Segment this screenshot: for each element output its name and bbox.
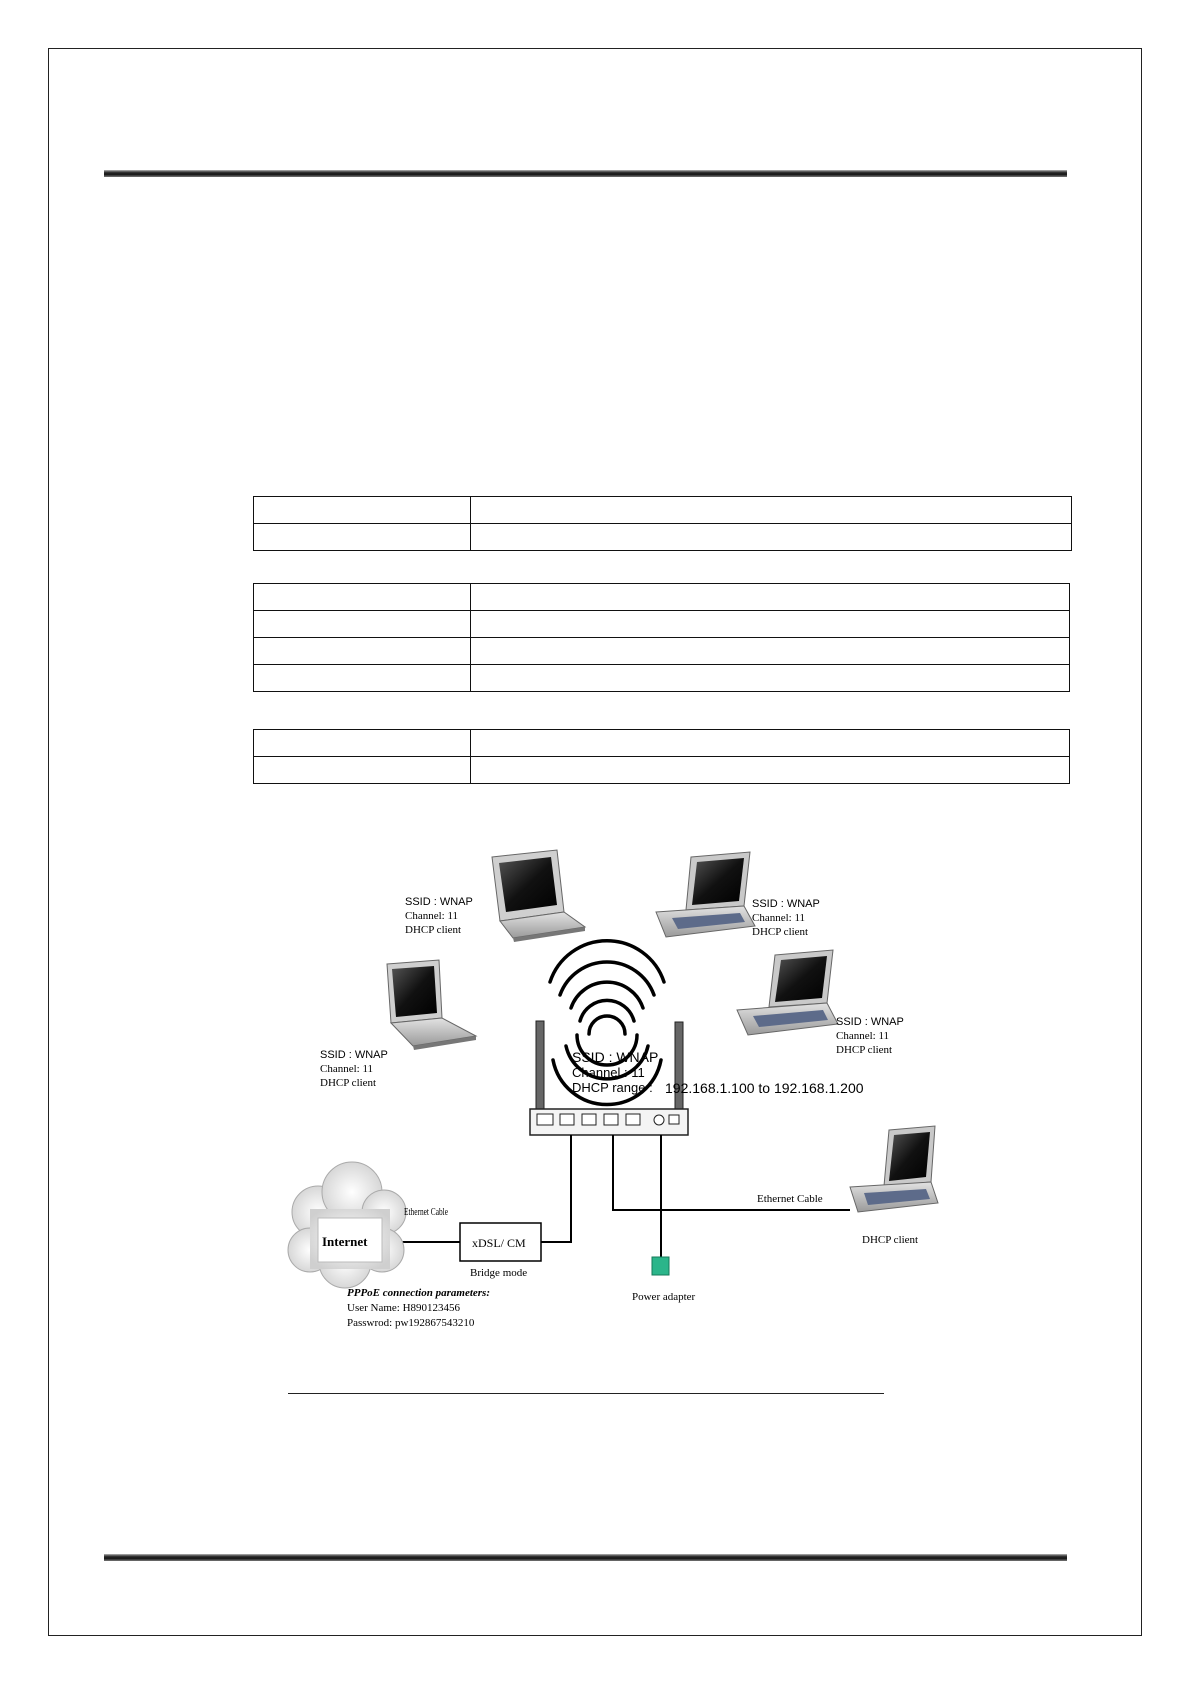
client-ssid: SSID : WNAP [752, 898, 820, 910]
internet-cloud-icon [288, 1162, 406, 1288]
pppoe-password: Passwrod: pw192867543210 [347, 1317, 475, 1329]
footer-rule [104, 1554, 1067, 1561]
ethernet-cable-label: Ethernet Cable [757, 1193, 823, 1205]
caption-rule [288, 1393, 884, 1394]
client-ssid: SSID : WNAP [405, 896, 473, 908]
laptop-icon [737, 950, 838, 1035]
client-ssid: SSID : WNAP [836, 1016, 904, 1028]
internet-label: Internet [322, 1234, 368, 1249]
laptop-icon [387, 960, 476, 1050]
ethernet-cable-label: Ethernet Cable [404, 1206, 449, 1218]
pppoe-user: User Name: H890123456 [347, 1302, 461, 1314]
client-role: DHCP client [836, 1044, 893, 1056]
wired-client-role: DHCP client [862, 1234, 919, 1246]
router-dhcp-range: 192.168.1.100 to 192.168.1.200 [665, 1080, 864, 1096]
laptop-icon [656, 852, 755, 937]
client-role: DHCP client [320, 1077, 377, 1089]
modem-label: xDSL/ CM [472, 1236, 526, 1250]
client-role: DHCP client [752, 926, 809, 938]
router-dhcp-label: DHCP range : [572, 1080, 653, 1095]
power-adapter-label: Power adapter [632, 1291, 696, 1303]
pppoe-title: PPPoE connection parameters: [347, 1287, 490, 1299]
bridge-mode-label: Bridge mode [470, 1267, 528, 1279]
laptop-icon [492, 850, 585, 942]
power-adapter-icon [652, 1257, 669, 1275]
client-channel: Channel: 11 [752, 912, 806, 924]
client-channel: Channel: 11 [836, 1030, 890, 1042]
client-channel: Channel: 11 [405, 910, 459, 922]
client-ssid: SSID : WNAP [320, 1049, 388, 1061]
client-role: DHCP client [405, 924, 462, 936]
laptop-icon [850, 1126, 938, 1212]
client-channel: Channel: 11 [320, 1063, 374, 1075]
router-ssid: SSID : WNAP [572, 1049, 659, 1065]
router-channel: Channel : 11 [572, 1065, 645, 1080]
